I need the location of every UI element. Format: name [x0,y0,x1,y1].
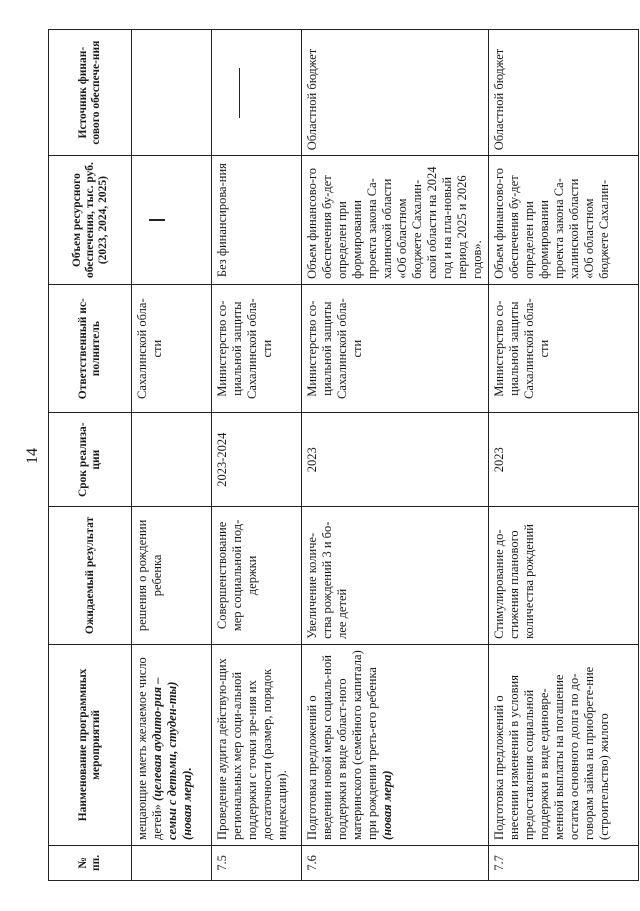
row-term: 2023-2024 [212,413,302,507]
row-name-text: Проведение аудита действую-щих региональных мер соци-альной поддержки с точки зре-ния их достаточности (размер, порядок индексации). [215,658,289,840]
row-num: 7.5 [212,845,302,880]
row-result: Стимулирование до-стижения планового количества рождений [489,506,639,644]
row-name-text: Подготовка предложений о внесении изменений в условия предоставления социальной поддержки в виде единовре-менной выплаты на погашение остатка основного долга по до-говорам займа на приобрете-ние (строительство) жилого [492,666,611,840]
table-row [132,30,212,881]
row-num [132,845,212,880]
row-responsible: Сахалинской обла-сти [132,284,212,413]
row-name [212,644,302,845]
table-row [489,30,639,881]
row-term: 2023 [302,413,489,507]
header-source: Источник финан-сового обеспече-ния [49,30,132,156]
rotated-page [20,21,620,891]
row-name-text: Подготовка предложений о введении новой меры социаль-ной поддержки в виде област-ного материнского (семейного капитала) при рождении треть-его ребенка [305,650,379,840]
row-responsible: Министерство со-циальной защиты Сахалинской обла-сти [489,284,639,413]
row-name [489,644,639,845]
row-volume [132,156,212,285]
header-name: Наименование программных мероприятий [49,644,132,845]
row-result: Увеличение количе-ства рождений 3 и бо-лее детей [302,506,489,644]
row-term: 2023 [489,413,639,507]
header-result: Ожидаемый результат [49,506,132,644]
row-name-text: мещающие иметь желаемое число детей» [135,657,164,840]
row-responsible: Министерство со-циальной защиты Сахалинской обла-сти [302,284,489,413]
page-number: 14 [24,448,41,464]
header-term: Срок реализа-ции [49,413,132,507]
header-num: № пп. [49,845,132,880]
dash-mark [149,219,165,221]
dash-mark [239,68,240,118]
row-num: 7.6 [302,845,489,880]
table-row [302,30,489,881]
row-name [132,644,212,845]
header-responsible: Ответственный ис-полнитель [49,284,132,413]
row-name-emphasis: (новая мера) [380,770,394,840]
row-source: Областной бюджет [302,30,489,156]
row-responsible: Министерство со-циальной защиты Сахалинской обла-сти [212,284,302,413]
row-source [132,30,212,156]
table-row [212,30,302,881]
row-name [302,644,489,845]
program-table [48,29,639,881]
row-num: 7.7 [489,845,639,880]
row-volume: Без финансирова-ния [212,156,302,285]
row-source: Областной бюджет [489,30,639,156]
row-name-emphasis: (целевая аудито-рия – семьи с детьми, студен-ты) (новая мера). [150,677,194,840]
row-term [132,413,212,507]
row-result: решения о рождении ребенка [132,506,212,644]
header-volume: Объем ресурсного обеспечения, тыс. руб. (2023, 2024, 2025) [49,156,132,285]
row-source [212,30,302,156]
row-volume: Объем финансово-го обеспечения бу-дет определен при формировании проекта закона Са-халинской области «Об областном бюджете Сахалин-ской области на 2024 год и на пла-новый период 2025 и 2026 годов». [302,156,489,285]
row-volume: Объем финансово-го обеспечения бу-дет определен при формировании проекта закона Са-халинской области «Об областном бюджете Сахалин- [489,156,639,285]
row-result: Совершенствование мер социальной под-держки [212,506,302,644]
table-header-row [49,30,132,881]
